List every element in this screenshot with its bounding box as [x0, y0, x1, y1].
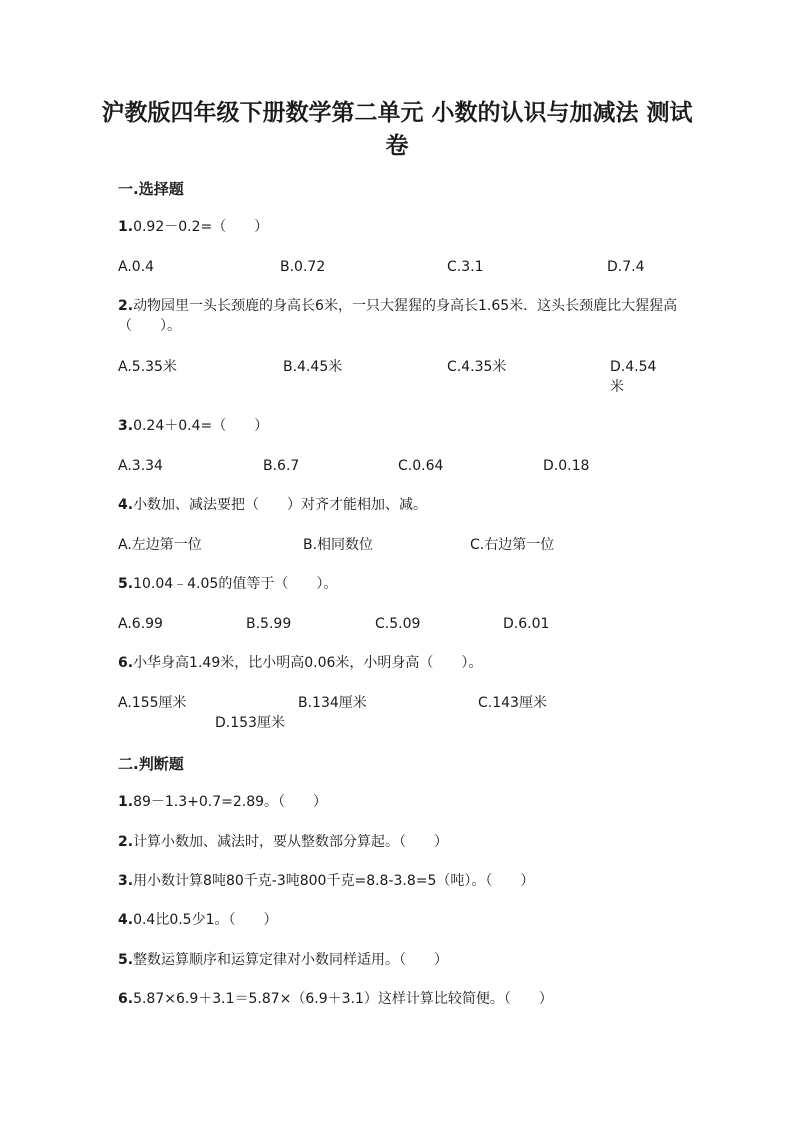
question-judgment-5 [118, 950, 678, 970]
question-number: 4. [118, 912, 134, 928]
option-d: D.153厘米 [215, 715, 285, 731]
question-text: 动物园里一头长颈鹿的身高长6米，一只大猩猩的身高长1.65米．这头长颈鹿比大猩猩高（ ）。 [118, 298, 678, 334]
question-judgment-6 [118, 989, 678, 1009]
question-number: 6. [118, 655, 134, 671]
option-b: B.134厘米 [298, 695, 367, 711]
question-text: 小华身高1.49米，比小明高0.06米，小明身高（ ）。 [133, 655, 483, 671]
question-text: 10.04﹣4.05的值等于（ ）。 [133, 576, 338, 592]
option-a: A.155厘米 [118, 695, 187, 711]
option-b: B.5.99 [246, 616, 292, 632]
question-text: 小数加、减法要把（ ）对齐才能相加、减。 [133, 497, 428, 513]
question-number: 5. [118, 952, 134, 968]
option-a: A.0.4 [118, 259, 155, 275]
question-judgment-4 [118, 910, 678, 930]
option-a: A.3.34 [118, 458, 163, 474]
option-c: C.5.09 [375, 616, 421, 632]
option-a: A.左边第一位 [118, 537, 202, 553]
question-judgment-2 [118, 832, 678, 852]
option-d: D.4.54米 [610, 359, 657, 395]
option-d: D.6.01 [503, 616, 550, 632]
option-b: B.0.72 [280, 259, 326, 275]
option-d: D.0.18 [543, 458, 590, 474]
question-text: 整数运算顺序和运算定律对小数同样适用。（ ） [133, 952, 449, 968]
question-text: 0.4比0.5少1。（ ） [133, 912, 278, 928]
question-choice-1 [118, 217, 678, 237]
question-number: 3. [118, 873, 134, 889]
question-number: 3. [118, 418, 134, 434]
option-a: A.5.35米 [118, 359, 177, 375]
section-heading-judgment: 二.判断题 [118, 755, 184, 773]
question-number: 1. [118, 794, 134, 810]
option-c: C.3.1 [447, 259, 484, 275]
question-judgment-1 [118, 792, 678, 812]
option-d: D.7.4 [607, 259, 645, 275]
question-judgment-3 [118, 871, 678, 891]
question-number: 1. [118, 219, 134, 235]
option-c: C.0.64 [398, 458, 444, 474]
option-b: B.4.45米 [283, 359, 343, 375]
page-title: 沪教版四年级下册数学第二单元 小数的认识与加减法 测试卷 [101, 99, 693, 159]
option-c: C.4.35米 [447, 359, 507, 375]
question-number: 2. [118, 298, 134, 314]
option-b: B.6.7 [263, 458, 300, 474]
question-number: 5. [118, 576, 134, 592]
option-b: B.相同数位 [303, 537, 374, 553]
question-choice-5 [118, 574, 678, 594]
question-text: 0.24＋0.4=（ ） [133, 418, 269, 434]
question-text: 89－1.3+0.7=2.89。（ ） [133, 794, 328, 810]
question-choice-3 [118, 416, 678, 436]
question-choice-6 [118, 653, 678, 673]
question-text: 用小数计算8吨80千克-3吨800千克=8.8-3.8=5（吨）。（ ） [133, 873, 535, 889]
question-number: 4. [118, 497, 134, 513]
question-number: 6. [118, 991, 134, 1007]
question-choice-2 [118, 296, 678, 336]
question-text: 0.92－0.2=（ ） [133, 219, 269, 235]
option-c: C.右边第一位 [470, 537, 555, 553]
question-choice-4 [118, 495, 678, 515]
question-number: 2. [118, 834, 134, 850]
option-a: A.6.99 [118, 616, 163, 632]
section-heading-choice: 一.选择题 [118, 180, 184, 198]
question-text: 5.87×6.9＋3.1＝5.87×（6.9＋3.1）这样计算比较简便。（ ） [133, 991, 553, 1007]
option-c: C.143厘米 [478, 695, 547, 711]
question-text: 计算小数加、减法时，要从整数部分算起。（ ） [133, 834, 449, 850]
